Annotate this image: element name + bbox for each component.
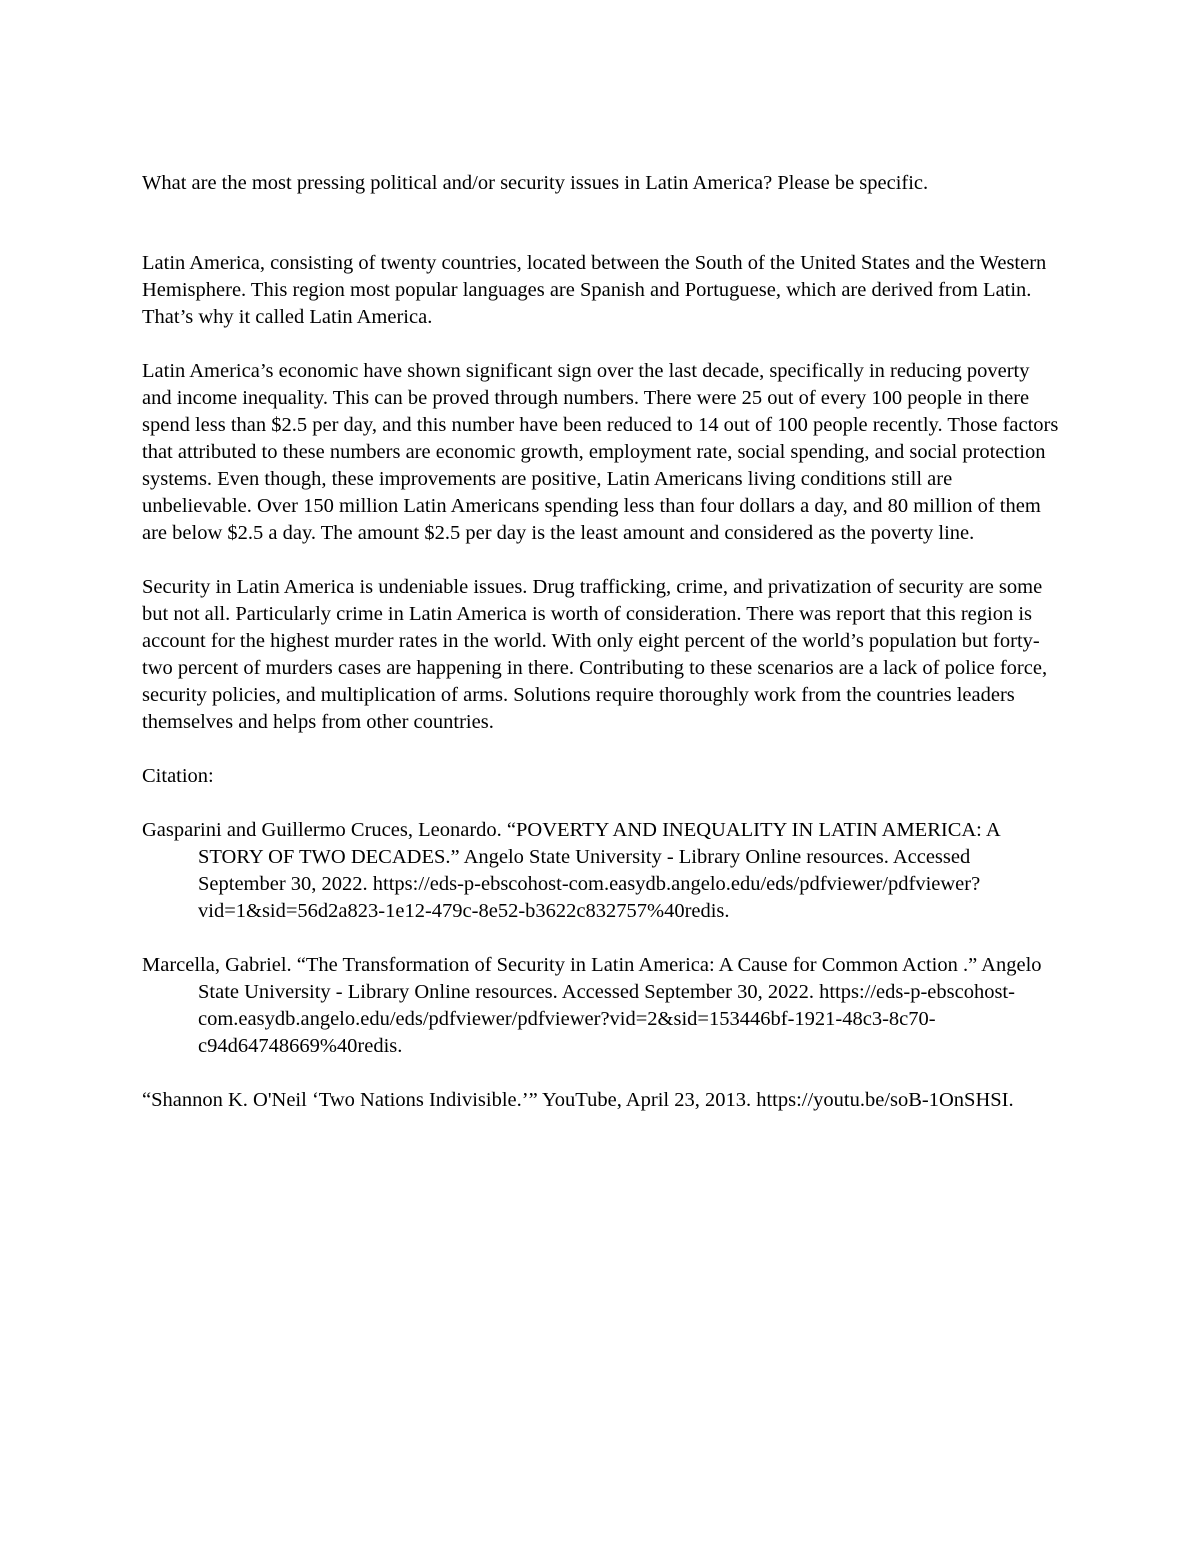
reference-entry-marcella: Marcella, Gabriel. “The Transformation of Security in Latin America: A Cause for Common Action .” Angelo State University - Library Online resources. Accessed September 30, 2022. https://eds-p-ebscohost-com.easydb.angelo.edu/eds/pdfviewer/pdfviewer?vid=2&sid=153446bf-1921-48c3-8c70-c94d64748669%40redis. [142,954,1042,1057]
citation-heading: Citation: [142,765,214,787]
paragraph-economy: Latin America’s economic have shown significant sign over the last decade, specifically in reducing poverty and income inequality. This can be proved through numbers. There were 25 out of every 100 people in there spend less than $2.5 per day, and this number have been reduced to 14 out of 100 people recently. Those factors that attributed to these numbers are economic growth, employment rate, social spending, and social protection systems. Even though, these improvements are positive, Latin Americans living conditions still are unbelievable. Over 150 million Latin Americans spending less than four dollars a day, and 80 million of them are below $2.5 a day. The amount $2.5 per day is the least amount and considered as the poverty line. [142,360,1059,544]
essay-question: What are the most pressing political and/or security issues in Latin America? Please be specific. [142,172,929,194]
document-body [142,170,1060,1141]
paragraph-security: Security in Latin America is undeniable issues. Drug trafficking, crime, and privatization of security are some but not all. Particularly crime in Latin America is worth of consideration. There was report that this region is account for the highest murder rates in the world. With only eight percent of the world’s population but forty-two percent of murders cases are happening in there. Contributing to these scenarios are a lack of police force, security policies, and multiplication of arms. Solutions require thoroughly work from the countries leaders themselves and helps from other countries. [142,576,1048,733]
paragraph-intro: Latin America, consisting of twenty countries, located between the South of the United States and the Western Hemisphere. This region most popular languages are Spanish and Portuguese, which are derived from Latin. That’s why it called Latin America. [142,252,1047,328]
reference-entry-oneil: “Shannon K. O'Neil ‘Two Nations Indivisible.’” YouTube, April 23, 2013. https://youtu.be/soB-1OnSHSI. [142,1089,1014,1111]
reference-entry-gasparini: Gasparini and Guillermo Cruces, Leonardo. “POVERTY AND INEQUALITY IN LATIN AMERICA: A STORY OF TWO DECADES.” Angelo State University - Library Online resources. Accessed September 30, 2022. https://eds-p-ebscohost-com.easydb.angelo.edu/eds/pdfviewer/pdfviewer?vid=1&sid=56d2a823-1e12-479c-8e52-b3622c832757%40redis. [142,819,1000,922]
